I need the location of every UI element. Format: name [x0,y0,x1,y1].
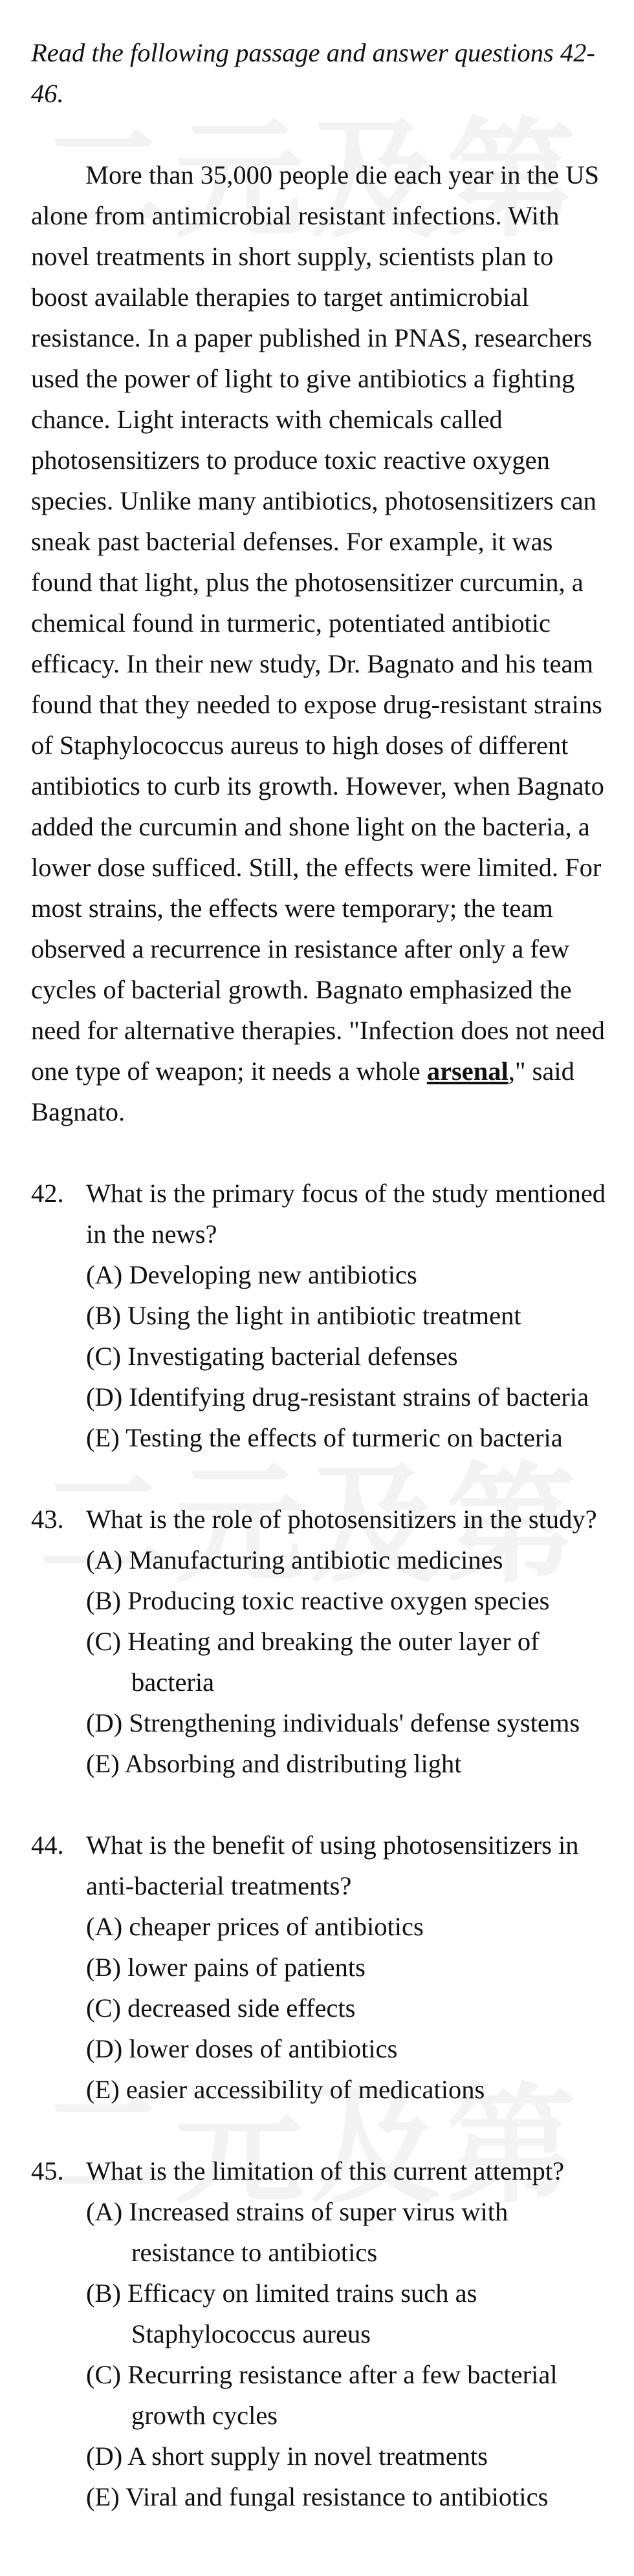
answer-option-a[interactable]: (A) Increased strains of super virus with resistance to antibiotics [86,2197,508,2267]
answer-option-e[interactable]: (E) Viral and fungal resistance to antibiotics [86,2482,549,2511]
question-45 [31,2151,613,2517]
question-stem: What is the role of photosensitizers in the study? [86,1505,597,1534]
passage-text: More than 35,000 people die each year in the US alone from antimicrobial resistant infections. With novel treatments in short supply, scientists plan to boost available therapies to target antimicrobial resistance. In a paper published in PNAS, researchers used the power of light to give antibiotics a fighting chance. Light interacts with chemicals called photosensitizers to produce toxic reactive oxygen species. Unlike many antibiotics, photosensitizers can sneak past bacterial defenses. For example, it was found that light, plus the photosensitizer curcumin, a chemical found in turmeric, potentiated antibiotic efficacy. In their new study, Dr. Bagnato and his team found that they needed to expose drug-resistant strains of Staphylococcus aureus to high doses of different antibiotics to curb its growth. However, when Bagnato added the curcumin and shone light on the bacteria, a lower dose sufficed. Still, the effects were limited. For most strains, the effects were temporary; the team observed a recurrence in resistance after only a few cycles of bacterial growth. Bagnato emphasized the need for alternative therapies. "Infection does not need one type of weapon; it needs a whole [31,160,605,1086]
question-stem: What is the limitation of this current attempt? [86,2156,564,2185]
question-number: 42. [31,1179,64,1208]
reading-passage [31,155,613,1132]
exam-content [31,32,613,2517]
answer-option-b[interactable]: (B) Using the light in antibiotic treatment [86,1301,521,1330]
answer-option-b[interactable]: (B) lower pains of patients [86,1953,366,1982]
question-number: 43. [31,1505,64,1534]
answer-option-a[interactable]: (A) Manufacturing antibiotic medicines [86,1545,503,1574]
answer-option-d[interactable]: (D) Strengthening individuals' defense systems [86,1708,580,1737]
answer-option-b[interactable]: (B) Efficacy on limited trains such as Staphylococcus aureus [86,2279,477,2348]
answer-options [86,1254,613,1458]
answer-option-c[interactable]: (C) Investigating bacterial defenses [86,1342,458,1371]
answer-option-e[interactable]: (E) Absorbing and distributing light [86,1749,462,1778]
question-stem: What is the benefit of using photosensitizers in anti-bacterial treatments? [86,1830,579,1900]
question-44 [31,1825,613,2110]
answer-option-b[interactable]: (B) Producing toxic reactive oxygen species [86,1586,550,1615]
answer-option-c[interactable]: (C) Heating and breaking the outer layer of bacteria [86,1627,540,1697]
answer-options [86,1540,613,1784]
instruction-text: Read the following passage and answer questions 42-46. [31,38,595,108]
answer-option-a[interactable]: (A) cheaper prices of antibiotics [86,1912,424,1941]
answer-option-d[interactable]: (D) Identifying drug-resistant strains of bacteria [86,1382,589,1411]
answer-option-c[interactable]: (C) Recurring resistance after a few bacterial growth cycles [86,2360,558,2430]
passage-text-end: ," said Bagnato. [31,1057,574,1126]
question-number: 44. [31,1830,64,1860]
answer-option-c[interactable]: (C) decreased side effects [86,1993,356,2023]
question-42 [31,1173,613,1458]
passage-keyword: arsenal [426,1057,508,1086]
answer-option-d[interactable]: (D) lower doses of antibiotics [86,2034,398,2063]
answer-option-d[interactable]: (D) A short supply in novel treatments [86,2442,488,2471]
answer-options [86,2191,613,2517]
question-stem: What is the primary focus of the study mentioned in the news? [86,1179,606,1249]
answer-option-e[interactable]: (E) easier accessibility of medications [86,2075,485,2104]
question-43 [31,1499,613,1784]
answer-options [86,1906,613,2110]
question-number: 45. [31,2156,64,2185]
answer-option-a[interactable]: (A) Developing new antibiotics [86,1260,417,1289]
answer-option-e[interactable]: (E) Testing the effects of turmeric on bacteria [86,1423,563,1452]
